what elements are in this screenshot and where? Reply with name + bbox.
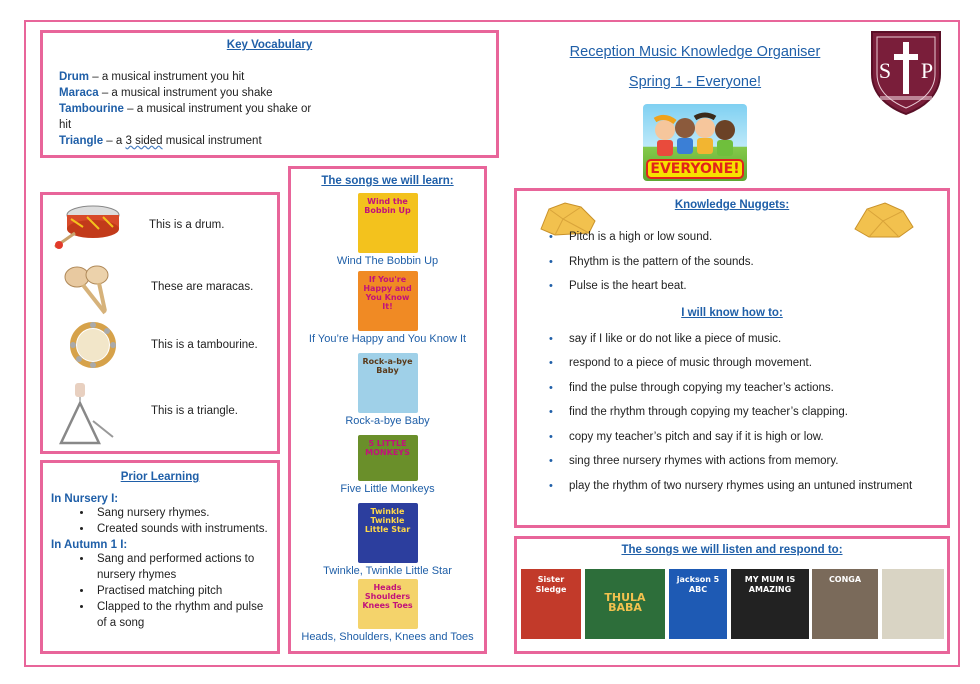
list-item: • Practised matching pitch: [93, 583, 269, 599]
list-item: • Created sounds with instruments.: [93, 521, 269, 537]
document-title: [548, 44, 842, 90]
song-item: [291, 503, 484, 577]
instrument-label: This is a tambourine.: [151, 339, 258, 351]
crest-letter-right: P: [920, 58, 934, 83]
school-crest-icon: [866, 28, 946, 116]
song-cover-image: [358, 435, 418, 481]
song-item: [291, 435, 484, 495]
album-cover-image: [669, 569, 727, 639]
vocab-item: Maraca – a musical instrument you shake: [59, 87, 273, 99]
album-cover-text: jackson 5 ABC: [676, 575, 720, 594]
drum-icon: [53, 201, 123, 257]
album-cover-image: [812, 569, 878, 639]
album-cover-text: Sister Sledge: [535, 575, 567, 594]
title-line-1: Reception Music Knowledge Organiser: [569, 44, 821, 60]
list-item: • Pitch is a high or low sound.: [533, 225, 931, 250]
list-item: • Clapped to the rhythm and pulse of a song: [93, 599, 269, 631]
instrument-row-drum: [43, 201, 277, 261]
songs-to-learn-box: [288, 166, 487, 654]
instrument-row-tambourine: [43, 319, 277, 379]
prior-list: [93, 505, 269, 537]
triangle-icon: [53, 381, 123, 447]
key-vocabulary-heading: Key Vocabulary: [226, 39, 313, 51]
album-cover-text: CONGA: [828, 575, 862, 584]
instrument-label: This is a drum.: [149, 219, 225, 231]
song-cover-image: [358, 193, 418, 253]
song-title: If You’re Happy and You Know It: [308, 333, 467, 345]
song-title: Wind The Bobbin Up: [336, 255, 439, 267]
maracas-icon: [53, 261, 123, 317]
everyone-label: EVERYONE!: [650, 161, 740, 177]
list-item: • Pulse is the heart beat.: [533, 274, 931, 299]
list-item: • play the rhythm of two nursery rhymes using an untuned instrument: [533, 474, 931, 499]
prior-group-title: In Nursery I:: [51, 493, 119, 505]
album-cover-text: MY MUM IS AMAZING: [744, 575, 796, 594]
song-cover-image: [358, 503, 418, 563]
list-item: • sing three nursery rhymes with actions from memory.: [533, 449, 931, 474]
vocabulary-list: [59, 69, 480, 149]
nuggets-list: [533, 225, 931, 299]
album-cover-image: [731, 569, 809, 639]
song-cover-text: Heads Shoulders Knees Toes: [362, 583, 413, 610]
song-item: [291, 193, 484, 267]
instrument-row-triangle: [43, 381, 277, 441]
key-vocabulary-box: [40, 30, 499, 158]
song-item: [291, 579, 484, 643]
knowledge-nuggets-box: [514, 188, 950, 528]
song-cover-image: [358, 579, 418, 629]
knowledge-nuggets-heading: Knowledge Nuggets:: [674, 199, 790, 211]
tambourine-icon: [53, 319, 123, 375]
know-how-heading: I will know how to:: [681, 306, 783, 319]
song-title: Rock-a-bye Baby: [345, 415, 430, 427]
prior-learning-box: [40, 460, 280, 654]
vocab-item: Tambourine – a musical instrument you shake or hit: [59, 103, 312, 131]
prior-group-title: In Autumn 1 I:: [51, 539, 128, 551]
title-line-2: Spring 1 - Everyone!: [628, 74, 762, 90]
vocab-item: Drum – a musical instrument you hit: [59, 71, 245, 83]
list-item: • respond to a piece of music through movement.: [533, 351, 931, 376]
songs-heading: The songs we will learn:: [321, 175, 454, 187]
listen-heading: The songs we will listen and respond to:: [621, 544, 843, 556]
list-item: • find the rhythm through copying my teacher’s clapping.: [533, 400, 931, 425]
prior-learning-heading: Prior Learning: [120, 471, 200, 483]
song-title: Twinkle, Twinkle Little Star: [323, 565, 452, 577]
instrument-label: This is a triangle.: [151, 405, 238, 417]
vocab-item: Triangle – a 3 sided musical instrument: [59, 135, 262, 147]
song-cover-image: [358, 271, 418, 331]
crest-letter-left: S: [878, 58, 892, 83]
list-item: • Sang and performed actions to nursery rhymes: [93, 551, 269, 583]
song-cover-text: Rock-a-bye Baby: [362, 357, 413, 375]
list-item: • find the pulse through copying my teacher’s actions.: [533, 376, 931, 401]
song-cover-text: If You're Happy and You Know It!: [363, 275, 412, 311]
song-item: [291, 271, 484, 345]
album-cover-text: THULA BABA: [604, 591, 646, 614]
instrument-label: These are maracas.: [151, 281, 254, 293]
album-cover-image: [882, 569, 944, 639]
song-cover-text: Wind the Bobbin Up: [364, 197, 411, 215]
album-cover-image: [521, 569, 581, 639]
song-cover-text: 5 LITTLE MONKEYS: [365, 439, 410, 457]
song-title: Five Little Monkeys: [340, 483, 435, 495]
instruments-box: [40, 192, 280, 454]
listen-and-respond-box: [514, 536, 950, 654]
song-item: [291, 353, 484, 427]
list-item: • say if I like or do not like a piece of music.: [533, 327, 931, 352]
know-how-list: [533, 327, 931, 499]
song-title: Heads, Shoulders, Knees and Toes: [301, 631, 474, 643]
list-item: • Sang nursery rhymes.: [93, 505, 269, 521]
prior-list: [93, 551, 269, 631]
list-item: • copy my teacher’s pitch and say if it is high or low.: [533, 425, 931, 450]
list-item: • Rhythm is the pattern of the sounds.: [533, 250, 931, 275]
album-cover-image: [585, 569, 665, 639]
instrument-row-maracas: [43, 261, 277, 321]
song-cover-text: Twinkle Twinkle Little Star: [364, 507, 411, 534]
everyone-image: [643, 104, 747, 181]
song-cover-image: [358, 353, 418, 413]
